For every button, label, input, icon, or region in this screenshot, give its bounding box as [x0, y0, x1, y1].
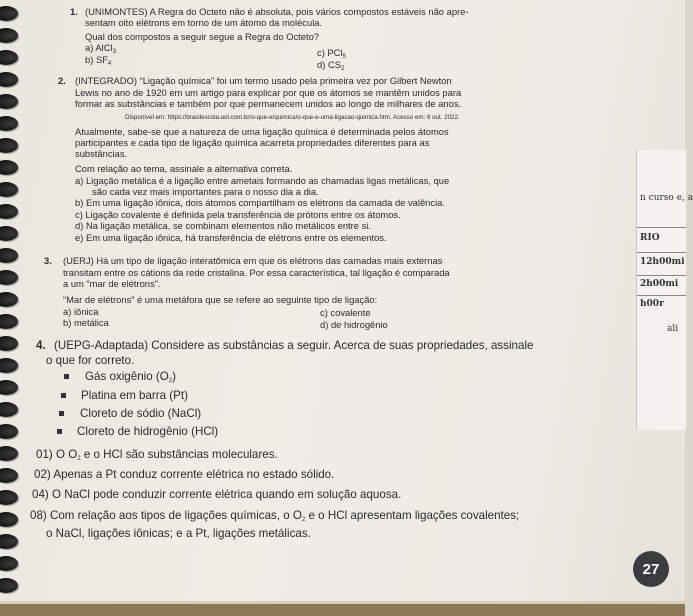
- binding-ring: [0, 182, 18, 197]
- binding-ring: [0, 402, 18, 417]
- binding-ring: [0, 358, 18, 373]
- binding-ring: [0, 336, 18, 351]
- q1-option-c: c) PCl$_5$: [317, 47, 346, 60]
- q4-item-2: Platina em barra (Pt): [81, 389, 188, 402]
- binding-ring: [0, 512, 18, 527]
- q2-option-b: b) Em uma ligação iônica, dois átomos compartilham os elétrons da camada de valência.: [75, 197, 445, 208]
- q4-statement-01: 01) O $O_2$ e o HCl são substâncias moleculares.: [36, 448, 278, 462]
- q4-statement-02: 02) Apenas a Pt conduz corrente elétrica no estado sólido.: [34, 468, 335, 481]
- q4-statement-04: 04) O NaCl pode conduzir corrente elétrica quando em solução aquosa.: [32, 488, 402, 501]
- q2-option-d: d) Na ligação metálica, se combinam elementos não metálicos entre si.: [75, 220, 371, 231]
- q2-para-line1: Atualmente, sabe-se que a natureza de uma ligação química é determinada pelos átomos: [75, 126, 449, 137]
- q3-option-c: c) covalente: [320, 307, 371, 318]
- q3-option-a: a) iônica: [63, 306, 99, 317]
- q2-option-a-line1: a) Ligação metálica é a ligação entre ametais formando as chamadas ligas metálicas, que: [75, 175, 450, 186]
- under-divider: [637, 275, 686, 276]
- q1-option-a: a) AlCl$_3$: [85, 42, 116, 55]
- bullet-icon: [64, 374, 69, 379]
- under-text-2: RIO: [640, 233, 660, 243]
- q3-line2: transitam entre os cátions da rede cristalina. Por essa característica, tal ligação é comparada: [63, 267, 450, 278]
- binding-ring: [0, 94, 18, 109]
- bullet-icon: [57, 429, 62, 434]
- binding-ring: [0, 468, 18, 483]
- binding-ring: [0, 160, 18, 175]
- binding-ring: [0, 6, 18, 21]
- q2-source: Disponível em: https://brasilescola.uol.com.br/o-que-e/quimica/o-que-e-uma-ligacao-quimica.htm. Acesso em: 6 out. 2022.: [125, 114, 460, 121]
- binding-ring: [0, 50, 18, 65]
- under-divider: [637, 295, 686, 296]
- binding-ring: [0, 556, 18, 571]
- underlying-page: [636, 150, 693, 430]
- under-divider: [637, 252, 686, 253]
- q1-option-b: b) $SF_4$: [85, 54, 112, 67]
- q4-line1: (UEPG-Adaptada) Considere as substâncias a seguir. Acerca de suas propriedades, assinale: [54, 339, 534, 352]
- q4-item-1: Gás oxigênio $(O_2)$: [85, 370, 176, 384]
- q1-line2: sentam oito elétrons em torno de um átomo da molécula.: [85, 17, 323, 28]
- q1-number: 1.: [70, 6, 78, 17]
- q3-line3: a um “mar de elétrons”.: [63, 278, 161, 289]
- q4-number: 4.: [36, 339, 46, 352]
- under-divider: [637, 227, 686, 228]
- q2-option-c: c) Ligação covalente é definida pela transferência de prótons entre os átomos.: [75, 209, 401, 220]
- q4-statement-08-line1: 08) Com relação aos tipos de ligações químicas, o $O_2$ e o HCl apresentam ligações covalentes;: [30, 509, 520, 523]
- q4-item-3: Cloreto de sódio (NaCl): [80, 407, 202, 420]
- q2-prompt: Com relação ao tema, assinale a alternativa correta.: [75, 163, 293, 174]
- q4-item-4: Cloreto de hidrogênio (HCl): [77, 425, 219, 438]
- under-text-4: 2h00mi: [640, 279, 679, 289]
- binding-ring: [0, 380, 18, 395]
- q2-number: 2.: [58, 75, 66, 86]
- binding-ring: [0, 226, 18, 241]
- table-surface: [0, 604, 685, 616]
- q3-question: “Mar de elétrons” é uma metáfora que se refere ao seguinte tipo de ligação:: [63, 294, 378, 305]
- under-text-6: ali: [667, 324, 679, 334]
- binding-ring: [0, 116, 18, 131]
- binding-ring: [0, 490, 18, 505]
- q2-line1: (INTEGRADO) “Ligação química” foi um termo usado pela primeira vez por Gilbert Newton: [75, 75, 452, 86]
- binding-ring: [0, 534, 18, 549]
- binding-ring: [0, 314, 18, 329]
- q4-line2: o que for correto.: [46, 354, 135, 367]
- q2-line3: formar as substâncias e também por que permanecem unidos ao longo de milhares de anos.: [75, 98, 462, 109]
- spiral-binding: [0, 0, 22, 616]
- page-number-badge: 27: [633, 551, 669, 587]
- binding-ring: [0, 28, 18, 43]
- q3-number: 3.: [44, 255, 52, 266]
- q1-line1: (UNIMONTES) A Regra do Octeto não é absoluta, pois vários compostos estáveis não apre-: [85, 6, 469, 17]
- q2-para-line2: participantes e cada tipo de ligação química acarreta propriedades diferentes para as: [75, 137, 430, 148]
- binding-ring: [0, 72, 18, 87]
- binding-ring: [0, 424, 18, 439]
- q2-option-a-line2: são cada vez mais importantes para o nosso dia a dia.: [92, 186, 319, 197]
- bullet-icon: [59, 411, 64, 416]
- q3-option-b: b) metálica: [63, 317, 109, 328]
- q3-option-d: d) de hidrogênio: [320, 319, 388, 330]
- under-text-5: h00r: [640, 299, 664, 309]
- q1-option-d: d) $CS_2$: [317, 59, 345, 72]
- binding-ring: [0, 248, 18, 263]
- bullet-icon: [61, 393, 66, 398]
- binding-ring: [0, 578, 18, 593]
- under-text-1: n curso e, a: [640, 193, 693, 203]
- binding-ring: [0, 446, 18, 461]
- q2-para-line3: substâncias.: [75, 148, 128, 159]
- q3-line1: (UERJ) Há um tipo de ligação interatômica em que os elétrons das camadas mais externas: [63, 255, 443, 266]
- under-text-3: 12h00mi: [640, 257, 685, 267]
- binding-ring: [0, 270, 18, 285]
- q1-question: Qual dos compostos a seguir segue a Regra do Octeto?: [85, 31, 319, 42]
- q2-option-e: e) Em uma ligação iônica, há transferência de elétrons entre os elementos.: [75, 232, 387, 243]
- binding-ring: [0, 292, 18, 307]
- q4-statement-08-line2: o NaCl, ligações iônicas; e a Pt, ligações metálicas.: [46, 527, 311, 540]
- binding-ring: [0, 204, 18, 219]
- binding-ring: [0, 138, 18, 153]
- q2-line2: Lewis no ano de 1920 em um artigo para explicar por que os átomos se mantêm unidos para: [75, 87, 462, 98]
